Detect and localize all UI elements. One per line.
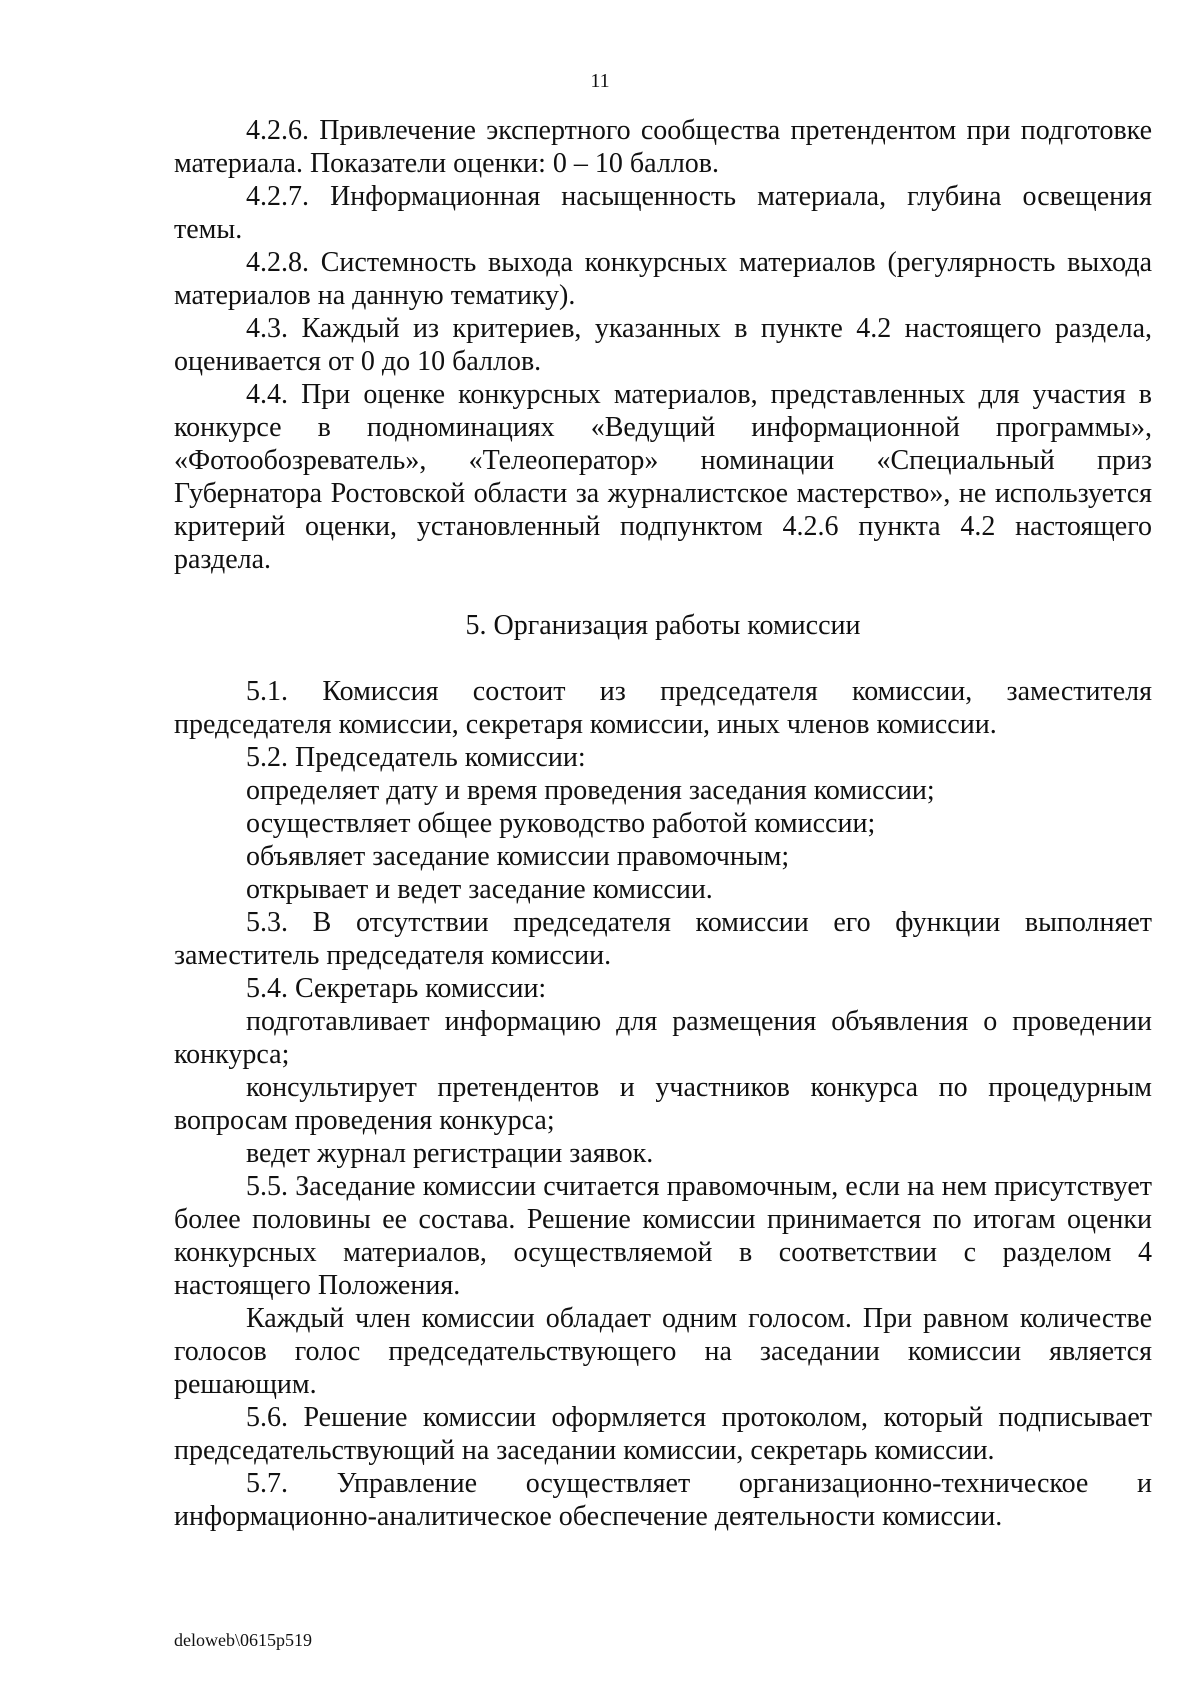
page-number: 11 [590, 70, 610, 92]
paragraph-5-7: 5.7. Управление осуществляет организационно-техническое и информационно-аналитическое обеспечение деятельности комиссии. [174, 1468, 1152, 1532]
paragraph-5-2: 5.2. Председатель комиссии: [246, 742, 586, 773]
paragraph-4-2-6: 4.2.6. Привлечение экспертного сообщества претендентом при подготовке материала. Показатели оценки: 0 – 10 баллов. [174, 115, 1152, 179]
paragraph-5-2-item-3: объявляет заседание комиссии правомочным; [246, 841, 790, 872]
paragraph-5-4: 5.4. Секретарь комиссии: [246, 973, 547, 1004]
paragraph-5-5: 5.5. Заседание комиссии считается правомочным, если на нем присутствует более половины ее состава. Решение комиссии принимается по итогам оценки конкурсных материалов, осуществляемой в соответствии с разделом 4 настоящего Положения. [174, 1171, 1152, 1301]
paragraph-5-1: 5.1. Комиссия состоит из председателя комиссии, заместителя председателя комиссии, секретаря комиссии, иных членов комиссии. [174, 676, 1152, 740]
paragraph-5-6: 5.6. Решение комиссии оформляется протоколом, который подписывает председательствующий на заседании комиссии, секретарь комиссии. [174, 1402, 1152, 1466]
paragraph-4-3: 4.3. Каждый из критериев, указанных в пункте 4.2 настоящего раздела, оценивается от 0 до 10 баллов. [174, 313, 1152, 377]
paragraph-5-2-item-2: осуществляет общее руководство работой комиссии; [246, 808, 876, 839]
document-code: deloweb\0615p519 [174, 1630, 312, 1650]
section-heading: 5. Организация работы комиссии [465, 610, 861, 641]
paragraph-5-5-continued: Каждый член комиссии обладает одним голосом. При равном количестве голосов голос председательствующего на заседании комиссии является решающим. [174, 1303, 1152, 1400]
paragraph-4-4: 4.4. При оценке конкурсных материалов, представленных для участия в конкурсе в подноминациях «Ведущий информационной программы», «Фотообозреватель», «Телеоператор» номинации «Специальный приз Губернатора Ростовской области за журналистское мастерство», не используется критерий оценки, установленный подпунктом 4.2.6 пункта 4.2 настоящего раздела. [174, 379, 1152, 575]
document-body [174, 114, 1152, 1533]
paragraph-5-4-item-2: консультирует претендентов и участников конкурса по процедурным вопросам проведения конкурса; [174, 1072, 1152, 1136]
paragraph-5-4-item-1: подготавливает информацию для размещения объявления о проведении конкурса; [174, 1006, 1152, 1070]
paragraph-5-2-item-4: открывает и ведет заседание комиссии. [246, 874, 713, 905]
paragraph-4-2-8: 4.2.8. Системность выхода конкурсных материалов (регулярность выхода материалов на данную тематику). [174, 247, 1152, 311]
paragraph-5-3: 5.3. В отсутствии председателя комиссии его функции выполняет заместитель председателя комиссии. [174, 907, 1152, 971]
paragraph-4-2-7: 4.2.7. Информационная насыщенность материала, глубина освещения темы. [174, 181, 1152, 245]
paragraph-5-4-item-3: ведет журнал регистрации заявок. [246, 1138, 654, 1169]
paragraph-5-2-item-1: определяет дату и время проведения заседания комиссии; [246, 775, 935, 806]
